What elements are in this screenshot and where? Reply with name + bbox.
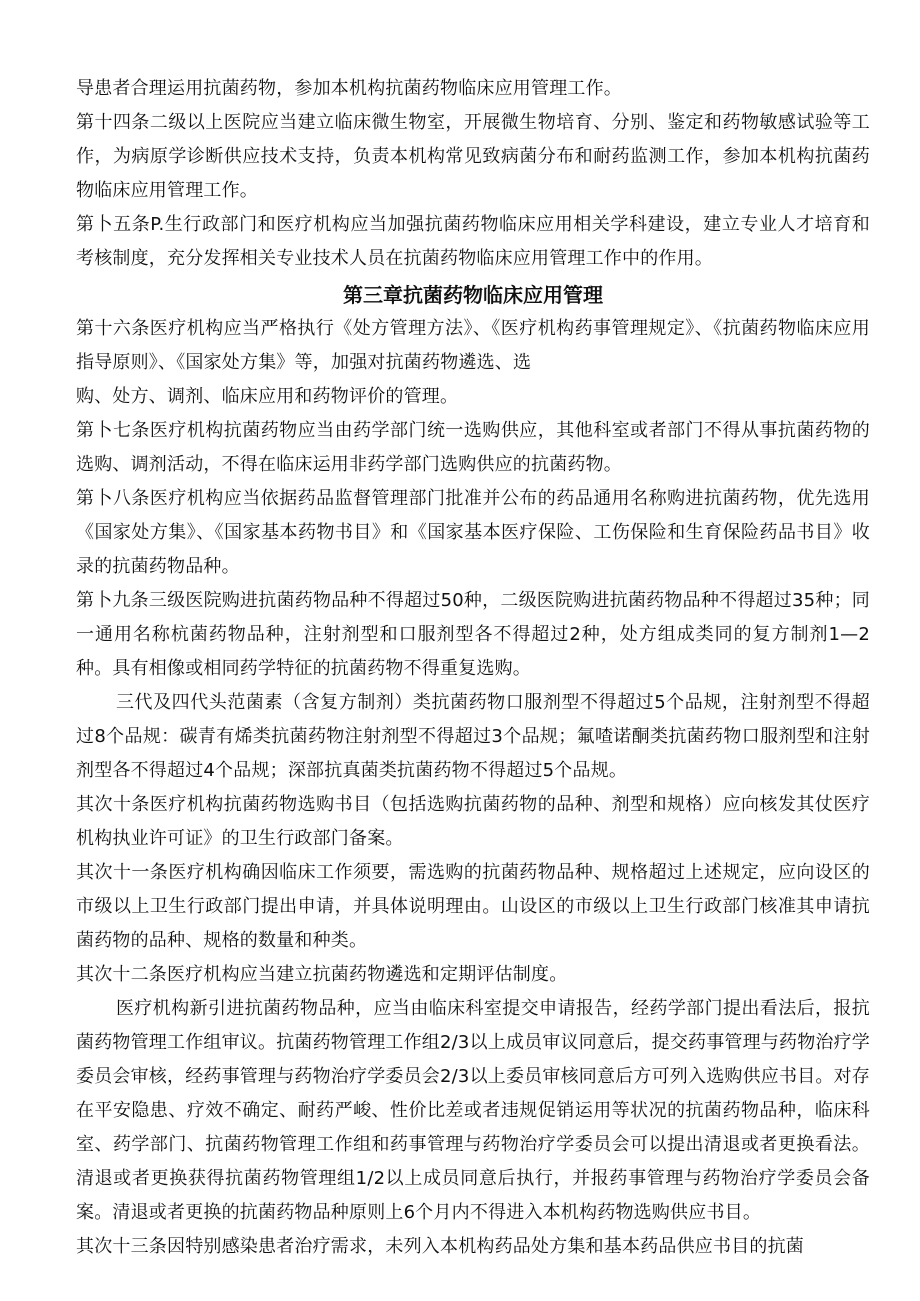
paragraph-article-22: 其次十二条医疗机构应当建立抗菌药物遴选和定期评估制度。 <box>76 964 568 985</box>
paragraph-article-16: 第十六条医疗机构应当严格执行《处方管理方法》、《医疗机构药事管理规定》、《抗菌药物临床应用指导原则》、《国家处方集》等，加强对抗菌药物遴选、选 <box>76 318 870 373</box>
paragraph-article-23: 其次十三条因特别感染患者治疗需求，未列入本机构药品处方集和基本药品供应书目的抗菌 <box>76 1236 804 1257</box>
chapter-heading: 第三章抗菌药物临床应用管理 <box>343 283 603 307</box>
paragraph-article-20: 其次十条医疗机构抗菌药物选购书目（包括选购抗菌药物的品种、剂型和规格）应向核发其仗医疗机构执业许可证》的卫生行政部门备案。 <box>76 794 870 849</box>
paragraph-article-19-limits: 三代及四代头范菌素（含复方制剂）类抗菌药物口服剂型不得超过5个品规，注射剂型不得超过8个品规：碳青有烯类抗菌药物注射剂型不得超过3个品规；氟喳诺酮类抗菌药物口服剂型和注射剂型各不得超过4个品规；深部抗真菌类抗菌药物不得超过5个品规。 <box>76 692 870 781</box>
paragraph-article-19: 第卜九条三级医院购进抗菌药物品种不得超过50种，二级医院购进抗菌药物品种不得超过35种；同一通用名称杭菌药物品种，注射剂型和口服剂型各不得超过2种，处方组成类同的复方制剂1—2种。具有相像或相同药学特征的抗菌药物不得重复选购。 <box>76 590 870 679</box>
paragraph-article-13-tail: 导患者合理运用抗菌药物，参加本机构抗菌药物临床应用管理工作。 <box>76 78 622 99</box>
paragraph-article-18: 第卜八条医疗机构应当依据药品监督管理部门批准并公布的药品通用名称购进抗菌药物，优先选用《国家处方集》、《国家基本药物书目》和《国家基本医疗保险、工伤保险和生育保险药品书目》收录的抗菌药物品种。 <box>76 488 870 577</box>
paragraph-article-16-cont: 购、处方、调剂、临床应用和药物评价的管理。 <box>76 386 459 407</box>
paragraph-article-21: 其次十一条医疗机构确因临床工作须要，需选购的抗菌药物品种、规格超过上述规定，应向设区的市级以上卫生行政部门提出申请，并具体说明理由。山设区的市级以上卫生行政部门核准其申请抗菌药物的品种、规格的数量和种类。 <box>76 862 870 951</box>
paragraph-article-17: 第卜七条医疗机构抗菌药物应当由药学部门统一选购供应，其他科室或者部门不得从事抗菌药物的选购、调剂活动，不得在临床运用非药学部门选购供应的抗菌药物。 <box>76 420 870 475</box>
paragraph-article-14: 第十四条二级以上医院应当建立临床微生物室，开展微生物培育、分别、鉴定和药物敏感试验等工作，为病原学诊断供应技术支持，负责本机构常见致病菌分布和耐药监测工作，参加本机构抗菌药物临床应用管理工作。 <box>76 112 870 201</box>
paragraph-article-22-detail: 医疗机构新引进抗菌药物品种，应当由临床科室提交申请报告，经药学部门提出看法后，报抗菌药物管理工作组审议。抗菌药物管理工作组2/3以上成员审议同意后，提交药事管理与药物治疗学委员会审核，经药事管理与药物治疗学委员会2/3以上委员审核同意后方可列入选购供应书目。对存在平安隐患、疗效不确定、耐药严峻、性价比差或者违规促销运用等状况的抗菌药物品种，临床科室、药学部门、抗菌药物管理工作组和药事管理与药物治疗学委员会可以提出清退或者更换看法。清退或者更换获得抗菌药物管理组1/2以上成员同意后执行，并报药事管理与药物治疗学委员会备案。清退或者更换的抗菌药物品种原则上6个月内不得进入本机构药物选购供应书目。 <box>76 998 870 1223</box>
paragraph-article-15: 第卜五条P.生行政部门和医疗机构应当加强抗菌药物临床应用相关学科建设，建立专业人才培育和考核制度，充分发挥相关专业技术人员在抗菌药物临床应用管理工作中的作用。 <box>76 214 870 269</box>
